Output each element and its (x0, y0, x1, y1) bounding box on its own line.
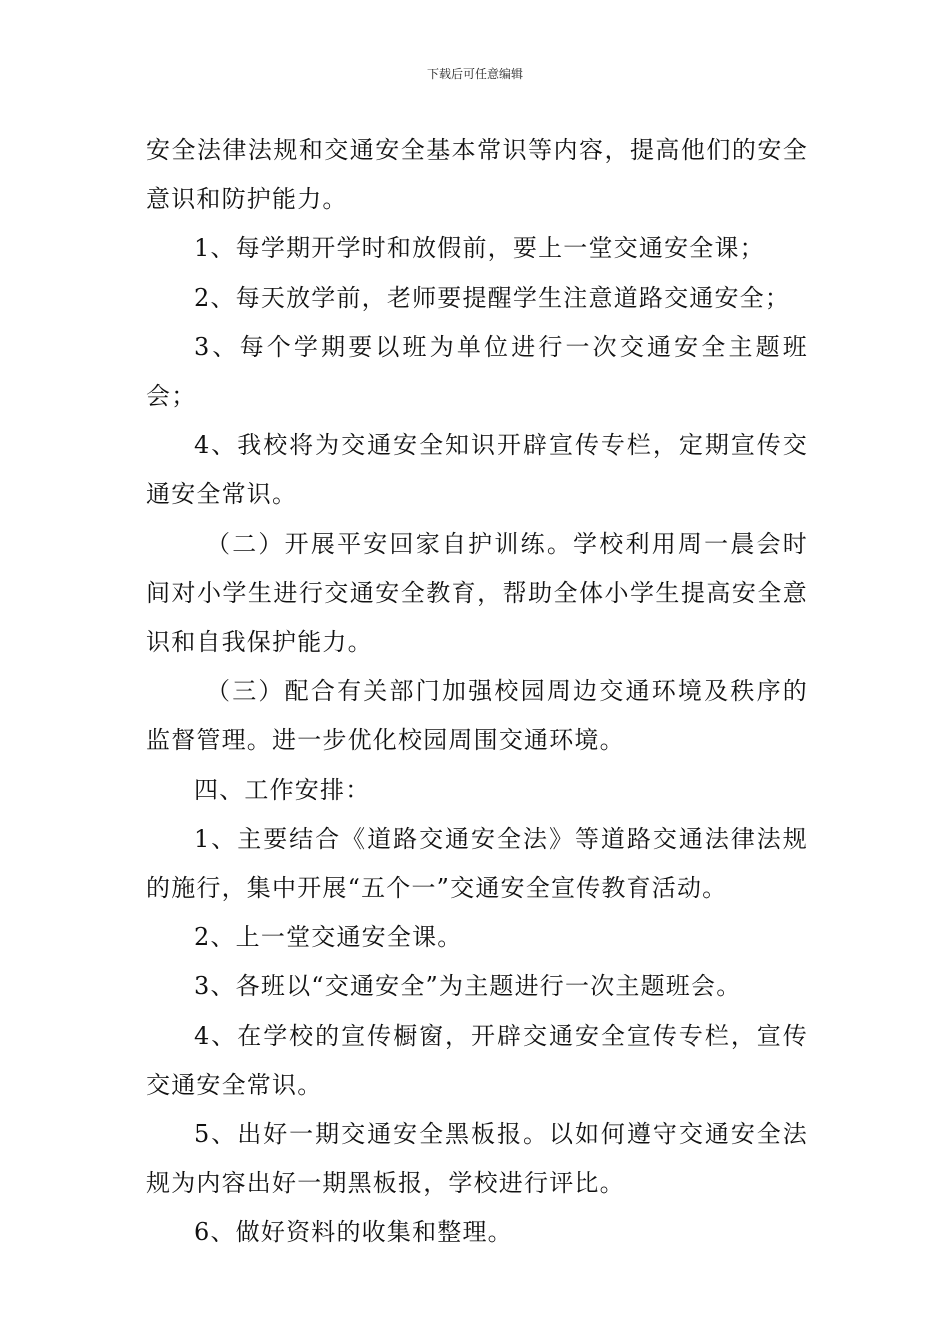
page-header: 下载后可任意编辑 (426, 67, 523, 81)
section-heading: 四、工作安排： (194, 775, 371, 804)
list-item: 5、出好一期交通安全黑板报。以如何遵守交通安全法规为内容出好一期黑板报，学校进行评比。 (146, 1120, 808, 1198)
list-item: 1、主要结合《道路交通安全法》等道路交通法律法规的施行，集中开展“五个一”交通安全宣传教育活动。 (146, 824, 808, 903)
document-body (146, 126, 808, 1258)
section-paragraph: （二）开展平安回家自护训练。学校利用周一晨会时间对小学生进行交通安全教育，帮助全体小学生提高安全意识和自我保护能力。 (146, 529, 808, 657)
list-item: 2、上一堂交通安全课。 (194, 923, 463, 952)
list-item: 3、每个学期要以班为单位进行一次交通安全主题班会； (146, 332, 808, 411)
list-item: 6、做好资料的收集和整理。 (194, 1218, 513, 1247)
list-item: 1、每学期开学时和放假前，要上一堂交通安全课； (194, 234, 765, 263)
section-paragraph: （三）配合有关部门加强校园周边交通环境及秩序的监督管理。进一步优化校园周围交通环境。 (146, 677, 808, 755)
list-item: 2、每天放学前，老师要提醒学生注意道路交通安全； (194, 283, 791, 312)
list-item: 4、我校将为交通安全知识开辟宣传专栏，定期宣传交通安全常识。 (146, 431, 808, 509)
list-item: 4、在学校的宣传橱窗，开辟交通安全宣传专栏，宣传交通安全常识。 (146, 1021, 808, 1099)
list-item: 3、各班以“交通安全”为主题进行一次主题班会。 (194, 972, 742, 1001)
paragraph-continuation: 安全法律法规和交通安全基本常识等内容，提高他们的安全意识和防护能力。 (146, 136, 808, 214)
